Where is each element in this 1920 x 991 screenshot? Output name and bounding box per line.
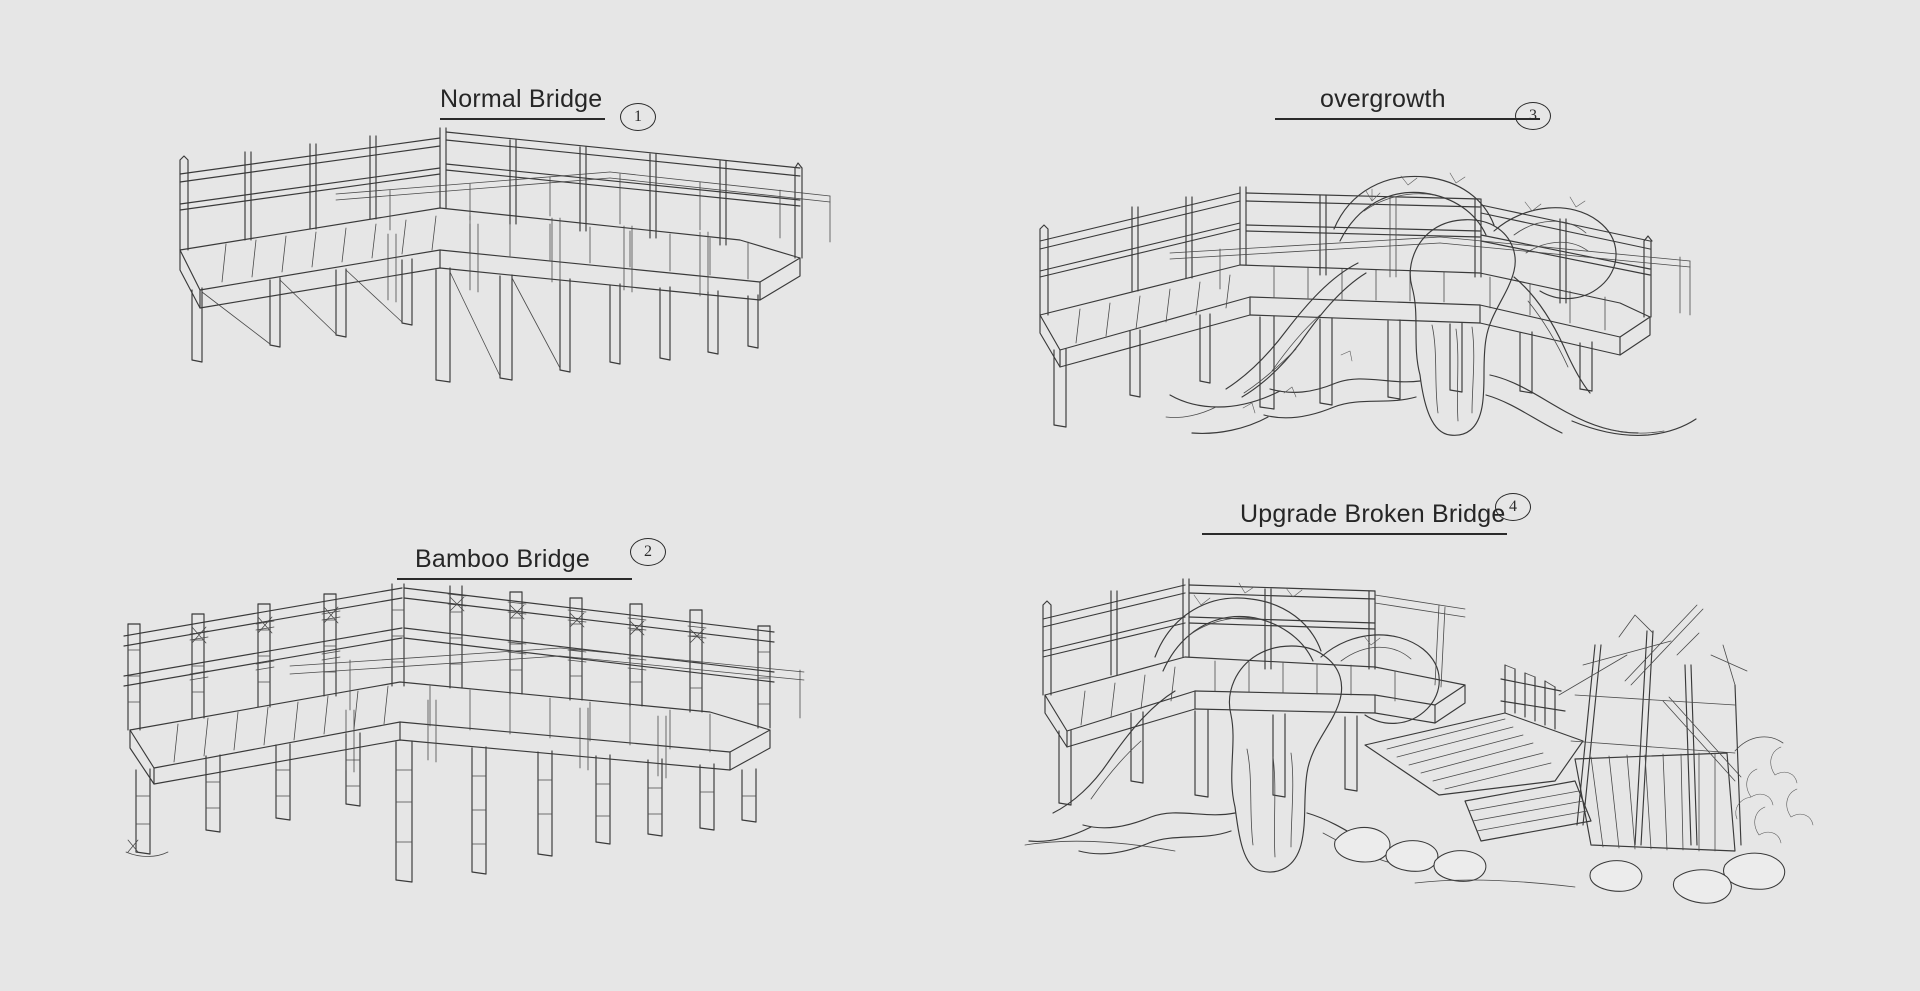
panel-bamboo-bridge xyxy=(110,520,890,900)
normal-bridge-illustration xyxy=(140,130,860,420)
upgrade-broken-bridge-illustration xyxy=(1035,545,1825,920)
panel-title-bamboo-bridge xyxy=(415,545,632,580)
panel-title-label: Upgrade Broken Bridge xyxy=(1240,500,1506,528)
overgrowth-bridge-illustration xyxy=(1020,145,1810,475)
panel-overgrowth xyxy=(1020,85,1850,475)
panel-title-normal-bridge xyxy=(440,85,605,120)
panel-title-upgrade-broken-bridge xyxy=(1240,500,1507,535)
title-underline xyxy=(397,578,632,580)
panel-badge-4: 4 xyxy=(1495,493,1531,521)
panel-title-overgrowth xyxy=(1320,85,1540,120)
panel-badge-1: 1 xyxy=(620,103,656,131)
title-underline xyxy=(1202,533,1507,535)
title-underline xyxy=(1275,118,1540,120)
title-underline xyxy=(440,118,605,120)
panel-upgrade-broken-bridge xyxy=(1040,490,1870,920)
panel-title-label: Bamboo Bridge xyxy=(415,545,590,573)
panel-title-label: Normal Bridge xyxy=(440,85,603,113)
panel-badge-3: 3 xyxy=(1515,102,1551,130)
panel-title-label: overgrowth xyxy=(1320,85,1446,113)
panel-normal-bridge xyxy=(120,60,880,420)
bamboo-bridge-illustration xyxy=(110,590,830,890)
panel-badge-2: 2 xyxy=(630,538,666,566)
